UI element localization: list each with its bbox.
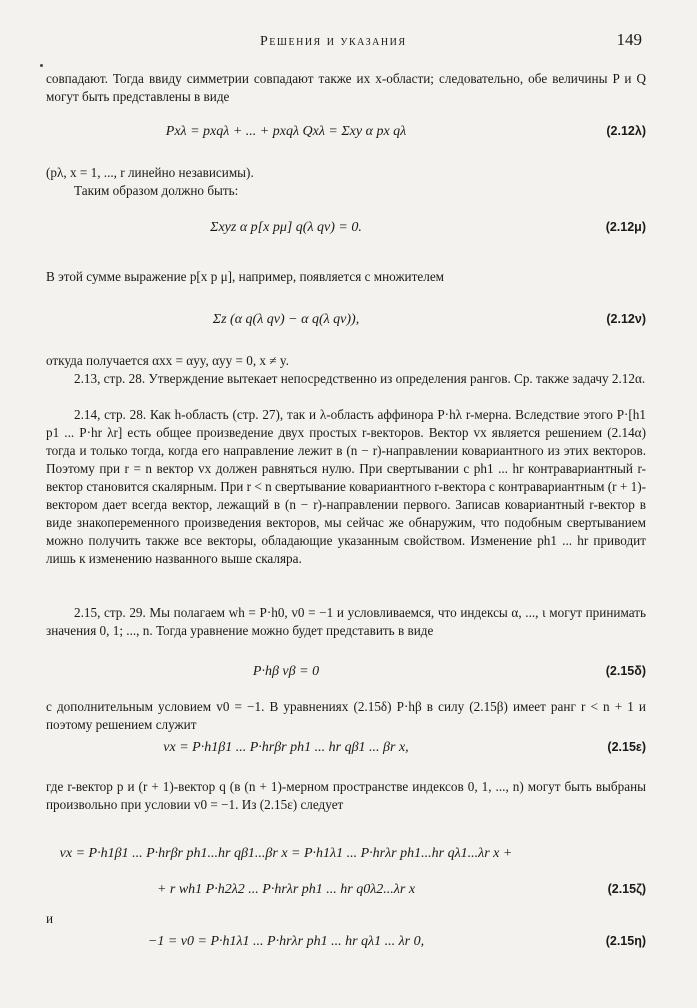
paragraph: (pλ, x = 1, ..., r линейно независимы). — [46, 165, 254, 180]
paragraph: 2.14, стр. 28. Как h-область (стр. 27), так и λ-область аффинора P·hλ r-мерна. Вследствие этого P·[h1 p1 ... P·hr λr] есть общее произведение двух простых r-векторов. Вектор vx является решением (2.14α) тогда и только тогда, когда его направление лежит в (n − r)-направлении ковариантного из этих векторов. Поэтому при r = n вектор vx должен равняться нулю. При свертывании с ph1 ... hr контравариантный r-вектор становится скалярным. При r < n свертывание ковариантного r-вектора с контравариантным (r + 1)-вектором дает всегда вектор, лежащий в (n − r)-направлении первого. Записав ковариантный r-вектор в виде знакопеременного произведения векторов, мы сейчас же обнаружим, что подобным свертыванием можно получить также все векторы, обладающие указанным свойством. Изменение ph1 ... hr приводит лишь к изменению названного выше скаляра. — [46, 407, 646, 566]
equation-number: (2.12ν) — [606, 312, 646, 326]
paragraph: совпадают. Тогда ввиду симметрии совпадают также их х-области; следовательно, обе величины P и Q могут быть представлены в виде — [46, 71, 646, 104]
equation-line — [46, 124, 646, 144]
equation-number: (2.15δ) — [605, 664, 646, 678]
equation-number: (2.12λ) — [606, 124, 646, 138]
equation-number: (2.15η) — [605, 934, 646, 948]
paragraph: где r-вектор p и (r + 1)-вектор q (в (n + 1)-мерном пространстве индексов 0, 1, ..., n) могут быть выбраны произвольно при условии v0 = −1. Из (2.15ε) следует — [46, 779, 646, 812]
page-header — [60, 30, 642, 54]
paragraph: и — [46, 911, 54, 926]
equation-line — [46, 220, 646, 240]
equation-number: (2.15ε) — [607, 740, 646, 754]
equation-number: (2.15ζ) — [607, 882, 646, 896]
equation-body: Σxyz α p[x pμ] q(λ qν) = 0. — [210, 220, 362, 235]
equation-number: (2.12μ) — [605, 220, 646, 234]
equation-line — [46, 882, 646, 902]
equation-line — [46, 934, 646, 954]
paragraph: с дополнительным условием v0 = −1. В уравнениях (2.15δ) P·hβ в силу (2.15β) имеет ранг r < n + 1 и поэтому решением служит — [46, 699, 646, 732]
equation-line — [46, 740, 646, 760]
running-title: Решения и указания — [260, 34, 407, 49]
page-number: 149 — [616, 30, 642, 49]
equation-line — [46, 312, 646, 332]
equation-body: + r wh1 P·h2λ2 ... P·hrλr ph1 ... hr q0λ2...λr x — [156, 882, 416, 897]
printing-speck — [40, 64, 43, 67]
equation-body: P·hβ vβ = 0 — [252, 664, 320, 679]
paragraph: Таким образом должно быть: — [74, 183, 239, 198]
paragraph: 2.13, стр. 28. Утверждение вытекает непосредственно из определения рангов. Ср. также задачу 2.12α. — [74, 371, 646, 386]
equation-body: vx = P·h1β1 ... P·hrβr ph1 ... hr qβ1 ... βr x, — [163, 740, 409, 755]
equation-body: Σz (α q(λ qν) − α q(λ qν)), — [212, 312, 360, 327]
paragraph: 2.15, стр. 29. Мы полагаем wh = P·h0, v0 = −1 и условливаемся, что индексы α, ..., ι могут принимать значения 0, 1; ..., n. Тогда уравнение можно будет представить в виде — [46, 605, 646, 638]
equation-line — [46, 664, 646, 684]
equation-line — [46, 846, 646, 866]
equation-body: −1 = v0 = P·h1λ1 ... P·hrλr ph1 ... hr qλ1 ... λr 0, — [147, 934, 425, 949]
paragraph: В этой сумме выражение p[x p μ], например, появляется с множителем — [46, 269, 445, 284]
equation-body: vx = P·h1β1 ... P·hrβr ph1...hr qβ1...βr x = P·h1λ1 ... P·hrλr ph1...hr qλ1...λr x + — [59, 846, 513, 861]
paragraph: откуда получается αxx = αyy, αyy = 0, x ≠ y. — [46, 353, 289, 368]
equation-body: Pxλ = pxqλ + ... + pxqλ Qxλ = Σxy α px qλ — [165, 124, 407, 139]
